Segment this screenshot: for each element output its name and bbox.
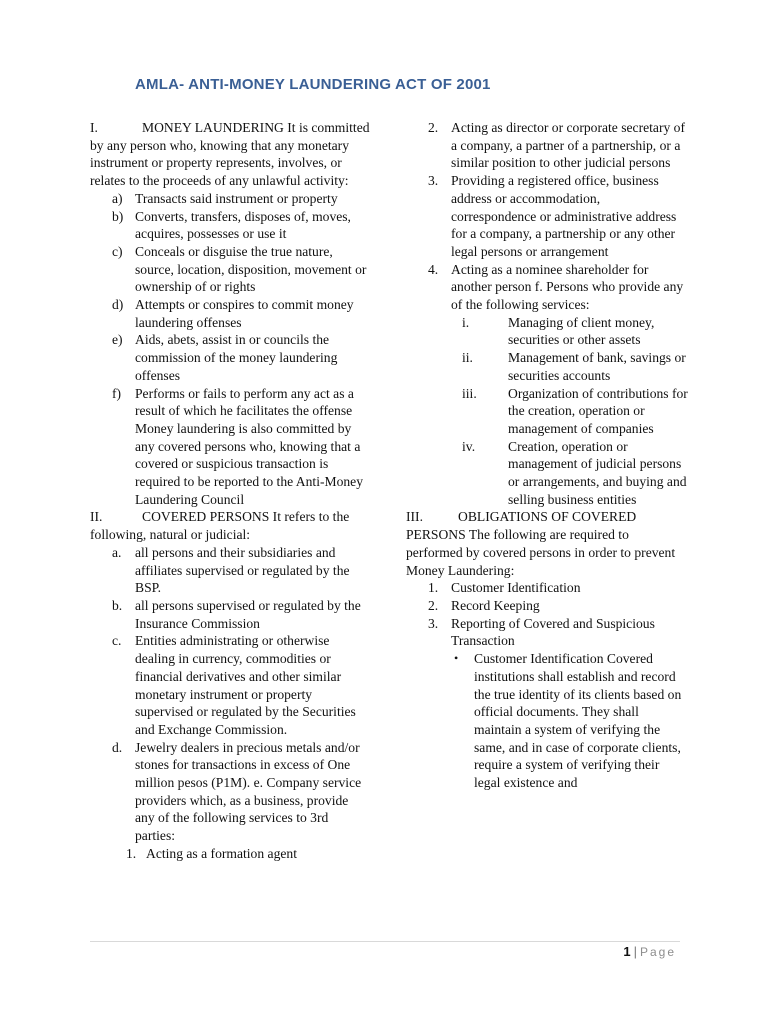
list-marker: 4. — [428, 261, 439, 277]
list-item — [90, 385, 370, 509]
list-marker: 3. — [428, 615, 439, 631]
list-marker: iv. — [462, 438, 476, 454]
list-marker: 1. — [428, 580, 439, 596]
list-text: Managing of client money, securities or other assets — [508, 314, 655, 348]
bullet-item — [406, 650, 688, 792]
list-text: Converts, transfers, disposes of, moves, acquires, possesses or use it — [135, 208, 351, 242]
list-text: Management of bank, savings or securities accounts — [508, 350, 686, 383]
document-title: AMLA- ANTI-MONEY LAUNDERING ACT OF 2001 — [135, 76, 491, 93]
list-marker: ii. — [462, 350, 473, 366]
list-text: Jewelry dealers in precious metals and/or stones for transactions in excess of One million pesos (P1M). e. Company service providers which, as a business, provide any of the following services to 3rd parties: — [135, 739, 362, 844]
list-text: Acting as a nominee shareholder for another person f. Persons who provide any of the following services: — [451, 261, 684, 313]
obligations-list — [406, 579, 688, 650]
section-number: II. — [90, 509, 103, 525]
list-item — [90, 208, 370, 243]
section-text: COVERED PERSONS It refers to the following, natural or judicial: — [90, 509, 350, 543]
list-marker: c) — [112, 243, 123, 259]
service-providers-list — [90, 845, 370, 863]
list-marker: a. — [112, 544, 122, 560]
list-item — [90, 296, 370, 331]
list-text: Acting as director or corporate secretary of a company, a partner of a partnership, or a similar position to other judicial persons — [451, 120, 686, 171]
list-text: Aids, abets, assist in or councils the commission of the money laundering offenses — [135, 332, 338, 383]
section-text: MONEY LAUNDERING It is committed by any person who, knowing that any monetary instrument or property represents, involves, or relates to the proceeds of any unlawful activity: — [90, 120, 370, 189]
section-number: III. — [406, 509, 423, 525]
list-marker: d. — [112, 739, 123, 755]
footer-divider — [90, 941, 680, 942]
page-label: Page — [639, 945, 676, 959]
list-item — [90, 190, 370, 208]
list-item — [406, 438, 688, 509]
section-number: I. — [90, 120, 98, 135]
list-text: Attempts or conspires to commit money laundering offenses — [135, 297, 354, 330]
service-providers-list-continued — [406, 119, 688, 314]
list-text: Performs or fails to perform any act as a result of which he facilitates the offense Money laundering is also committed by any covered persons who, knowing that a covered or suspicious transaction is required to be reported to the Anti-Money Laundering Council — [135, 385, 364, 507]
list-marker: d) — [112, 297, 124, 313]
list-text: all persons and their subsidiaries and affiliates supervised or regulated by the BSP. — [135, 544, 350, 596]
list-text: Creation, operation or management of judicial persons or arrangements, and buying and selling business entities — [508, 438, 687, 507]
page-footer — [623, 944, 676, 959]
section-obligations — [406, 508, 688, 579]
list-text: Reporting of Covered and Suspicious Transaction — [451, 615, 655, 649]
covered-persons-list — [90, 544, 370, 845]
list-text: Organization of contributions for the creation, operation or management of companies — [508, 385, 688, 436]
list-marker: b) — [112, 208, 124, 224]
section-covered-persons — [90, 508, 370, 543]
list-item — [90, 739, 370, 845]
list-marker: 2. — [428, 120, 439, 135]
section-text: OBLIGATIONS OF COVERED PERSONS The following are required to performed by covered persons in order to prevent Money Laundering: — [406, 509, 676, 578]
list-item — [406, 349, 688, 384]
list-marker: e) — [112, 332, 123, 348]
left-column — [90, 119, 370, 863]
list-marker: 1. — [126, 845, 137, 861]
list-marker: iii. — [462, 385, 477, 401]
bullet-text: Customer Identification Covered institutions shall establish and record the true identity of its clients based on official documents. They shall maintain a system of verifying the same, and in case of corporate clients, require a system of verifying their legal existence and — [474, 651, 682, 791]
section-money-laundering — [90, 119, 370, 190]
list-item — [406, 385, 688, 438]
list-item — [406, 261, 688, 314]
list-item — [406, 172, 688, 261]
list-text: Customer Identification — [451, 580, 581, 596]
list-marker: c. — [112, 633, 122, 649]
list-marker: i. — [462, 314, 470, 330]
bullet-icon: • — [454, 651, 459, 666]
list-item — [90, 845, 370, 863]
list-item — [90, 243, 370, 296]
list-text: all persons supervised or regulated by the Insurance Commission — [135, 597, 361, 631]
list-text: Providing a registered office, business address or accommodation, correspondence or administrative address for a company, a partnership or any other legal persons or arrangement — [451, 173, 677, 259]
list-item — [90, 597, 370, 632]
list-marker: a) — [112, 190, 123, 206]
list-item — [406, 615, 688, 650]
list-item — [406, 314, 688, 349]
list-text: Entities administrating or otherwise dealing in currency, commodities or financial derivatives and other similar monetary instrument or property supervised or regulated by the Securities and Exchange Commission. — [135, 633, 356, 737]
right-column — [406, 119, 688, 792]
list-item — [406, 119, 688, 172]
page-number: 1 — [623, 944, 631, 959]
list-item — [406, 597, 688, 615]
list-item — [90, 331, 370, 384]
list-item — [90, 544, 370, 597]
services-list — [406, 314, 688, 509]
money-laundering-list — [90, 190, 370, 509]
list-marker: b. — [112, 597, 123, 613]
list-text: Acting as a formation agent — [146, 845, 297, 861]
list-marker: f) — [112, 385, 122, 401]
list-item — [406, 579, 688, 597]
list-marker: 2. — [428, 597, 439, 613]
list-item — [90, 632, 370, 738]
list-marker: 3. — [428, 173, 439, 189]
list-text: Record Keeping — [451, 597, 540, 613]
footer-separator: | — [633, 944, 637, 959]
list-text: Conceals or disguise the true nature, source, location, disposition, movement or ownership of or rights — [135, 243, 367, 295]
list-text: Transacts said instrument or property — [135, 190, 338, 206]
